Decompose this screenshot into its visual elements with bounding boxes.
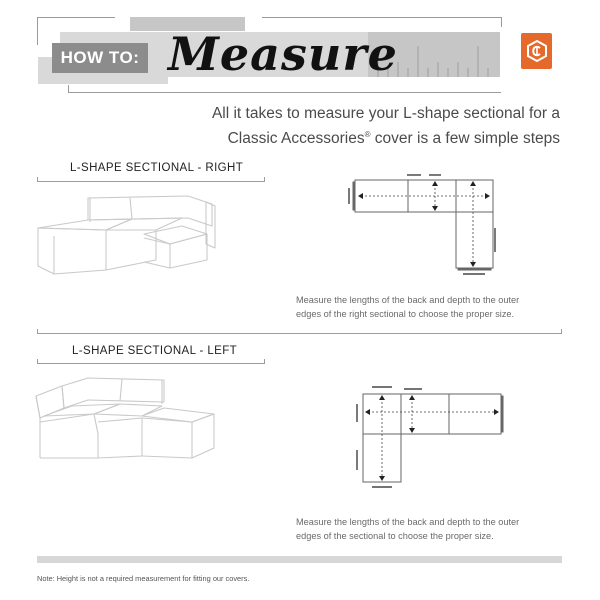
section-right-underline [37,181,265,182]
intro-line-1: All it takes to measure your L-shape sectional for a [211,105,560,122]
intro-brand: Classic Accessories [227,130,365,148]
section-divider-tick-l [37,329,38,334]
caption-right [296,294,566,321]
diagram-right [345,168,515,280]
diagram-left [350,380,515,492]
registered-mark: ® [364,130,371,139]
section-left-underline [37,363,265,364]
caption-right-line-1: Measure the lengths of the back and depth to the outer [296,295,520,305]
section-right-underline-tick-l [37,177,38,182]
header-line-top-right [262,17,502,18]
header-line-bottom-tick [68,85,69,93]
footer-bar [37,556,562,563]
classic-accessories-logo-icon [521,33,552,69]
section-divider [37,333,562,334]
header-line-top-left-tick [37,17,38,45]
intro-line-2 [180,124,560,149]
header-banner [0,0,600,100]
caption-left [296,516,566,543]
howto-label: HOW TO: [52,43,148,73]
section-left-underline-tick-r [264,359,265,364]
intro-text [180,103,560,149]
section-divider-tick-r [561,329,562,334]
section-title-right: L-SHAPE SECTIONAL - RIGHT [70,162,244,174]
header-line-bottom [68,92,501,93]
caption-right-line-2: edges of the right sectional to choose the proper size. [296,308,515,319]
header-line-top-right-tick [501,17,502,27]
caption-left-line-2: edges of the sectional to choose the proper size. [296,530,494,541]
section-title-left: L-SHAPE SECTIONAL - LEFT [72,345,238,357]
intro-line-2-suffix: cover is a few simple steps [370,130,560,148]
header-line-top-left [37,17,115,18]
sofa-right-illustration [32,186,222,278]
caption-left-line-1: Measure the lengths of the back and depth to the outer [296,517,520,527]
page-title: Measure [168,27,398,81]
sofa-left-illustration [32,372,222,464]
section-left-underline-tick-l [37,359,38,364]
footer-note: Note: Height is not a required measurement for fitting our covers. [37,574,250,583]
section-right-underline-tick-r [264,177,265,182]
